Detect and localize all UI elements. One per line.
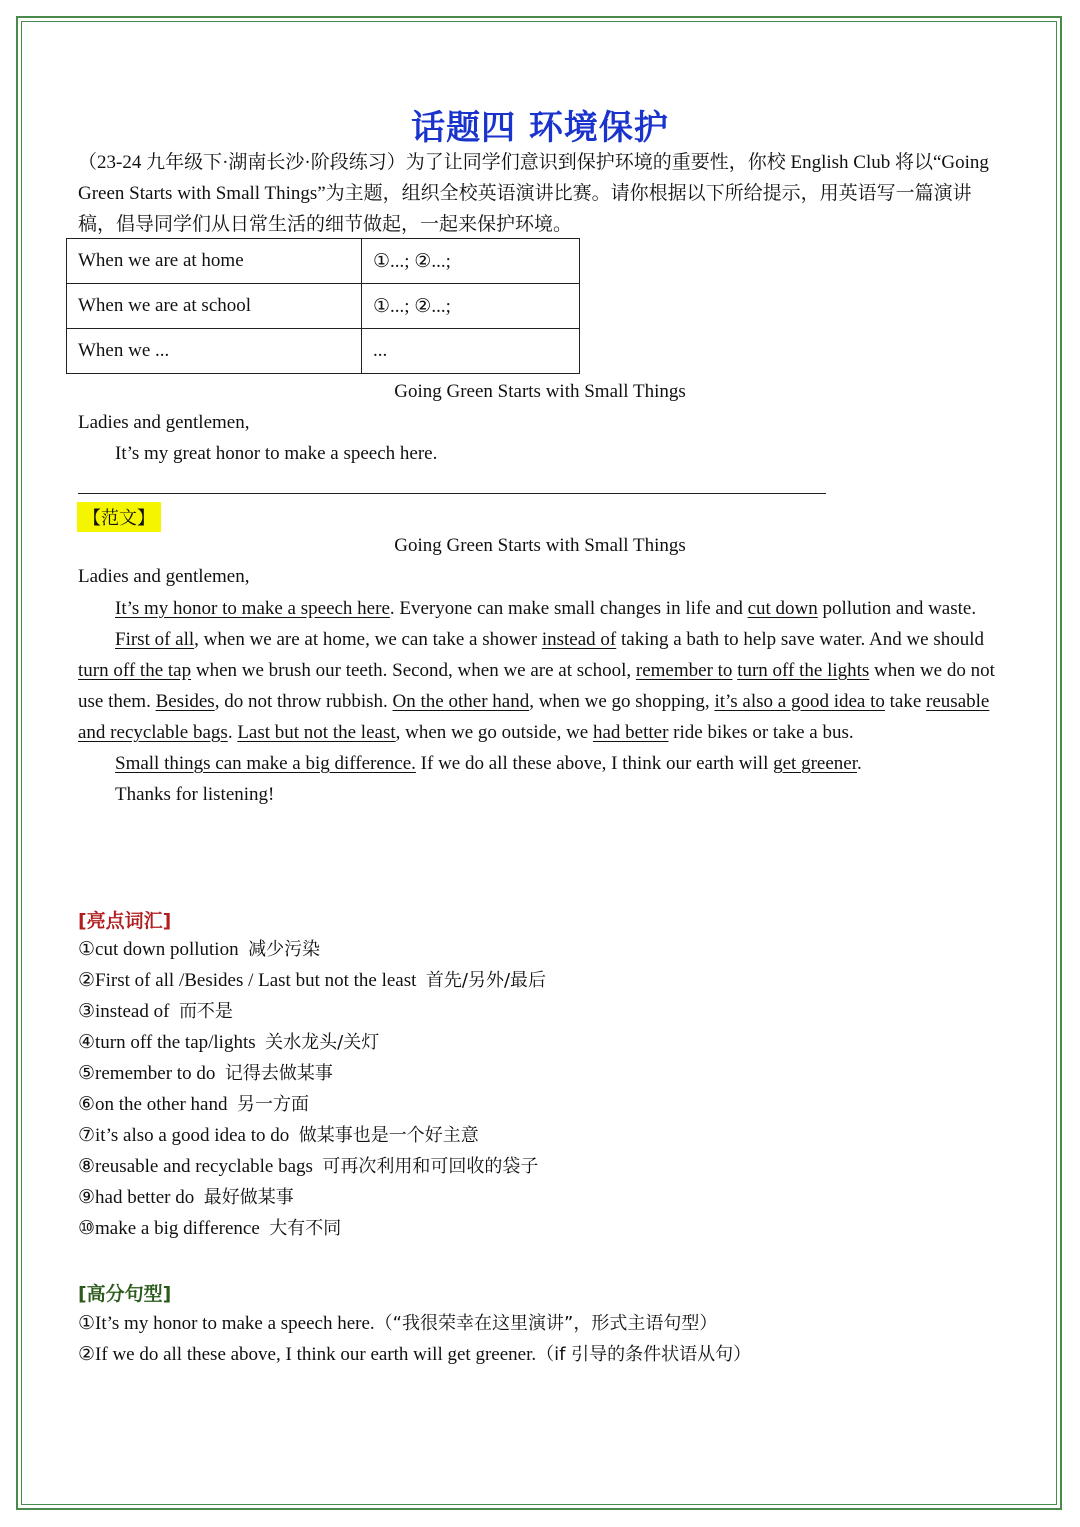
highlight-phrase: get greener (773, 753, 857, 774)
vocab-cn: 关水龙头/关灯 (265, 1032, 380, 1053)
highlight-phrase: remember to (635, 660, 733, 681)
vocab-en: ⑤remember to do (78, 1063, 216, 1084)
essay-text: . Everyone can make small changes in life and (389, 598, 748, 619)
vocab-cn: 做某事也是一个好主意 (298, 1125, 479, 1146)
highlight-phrase: Small things can make a big difference. (115, 753, 416, 774)
sentence-list (78, 1308, 751, 1370)
vocab-list (78, 934, 546, 1244)
sentence-en: ②If we do all these above, I think our earth will get greener. (78, 1344, 537, 1365)
model-essay (78, 593, 1008, 810)
vocab-en: ⑧reusable and recyclable bags (78, 1156, 313, 1177)
essay-text: take (884, 691, 927, 712)
highlight-phrase: cut down (747, 598, 818, 619)
answer-line (78, 493, 826, 494)
table-cell-points: ... (362, 329, 580, 374)
table-cell-situation: When we are at home (67, 239, 362, 284)
outline-table (66, 238, 580, 374)
vocab-en: ①cut down pollution (78, 939, 239, 960)
vocab-cn: 大有不同 (269, 1218, 342, 1239)
table-cell-points: ①...; ②...; (362, 284, 580, 329)
vocab-cn: 可再次利用和可回收的袋子 (322, 1156, 539, 1177)
sentence-cn: （if 引导的条件状语从句） (536, 1344, 752, 1365)
list-item (78, 996, 546, 1027)
model-greeting: Ladies and gentlemen, (78, 566, 250, 587)
vocab-cn: 减少污染 (248, 939, 321, 960)
essay-text: , when we go outside, we (395, 722, 593, 743)
vocab-cn: 另一方面 (236, 1094, 309, 1115)
vocab-en: ④turn off the tap/lights (78, 1032, 256, 1053)
vocab-cn: 首先/另外/最后 (425, 970, 547, 991)
vocab-en: ②First of all /Besides / Last but not the least (78, 970, 417, 991)
table-row (67, 284, 580, 329)
list-item (78, 1213, 546, 1244)
list-item (78, 1308, 751, 1339)
sentence-en: ①It’s my honor to make a speech here. (78, 1313, 375, 1334)
sentence-heading: [高分句型] (78, 1283, 172, 1305)
writing-prompt: （23-24 九年级下·湖南长沙·阶段练习）为了让同学们意识到保护环境的重要性，你校 English Club 将以“Going Green Starts with Small Things”为主题，组织全校英语演讲比赛。请你根据以下所给提示，用英语写一篇演讲稿，倡导同学们从日常生活的细节做起，一起来保护环境。 (78, 152, 989, 235)
sentence-cn: （“我很荣幸在这里演讲”，形式主语句型） (374, 1313, 718, 1334)
vocab-en: ⑨had better do (78, 1187, 195, 1208)
highlight-phrase: It’s my honor to make a speech here (115, 598, 390, 619)
list-item (78, 934, 546, 965)
page-title: 话题四 环境保护 (411, 108, 669, 148)
vocab-cn: 而不是 (178, 1001, 233, 1022)
essay-text: ride bikes or take a bus. (668, 722, 854, 743)
essay-paragraph-1 (78, 593, 1008, 624)
list-item (78, 1089, 546, 1120)
essay-text: , do not throw rubbish. (214, 691, 393, 712)
highlight-phrase: it’s also a good idea to (714, 691, 885, 712)
vocab-en: ③instead of (78, 1001, 170, 1022)
list-item (78, 1182, 546, 1213)
essay-closing: Thanks for listening! (115, 784, 275, 805)
essay-text: If we do all these above, I think our earth will (415, 753, 774, 774)
highlight-phrase: turn off the lights (737, 660, 870, 681)
vocab-heading: [亮点词汇] (78, 910, 172, 932)
essay-text: . (857, 753, 862, 774)
list-item (78, 965, 546, 996)
list-item (78, 1120, 546, 1151)
vocab-en: ⑩make a big difference (78, 1218, 260, 1239)
essay-text: taking a bath to help save water. And we should (616, 629, 985, 650)
list-item (78, 1027, 546, 1058)
vocab-en: ⑦it’s also a good idea to do (78, 1125, 290, 1146)
essay-text: pollution and waste. (817, 598, 977, 619)
highlight-phrase: Besides (155, 691, 215, 712)
highlight-phrase: had better (592, 722, 669, 743)
table-row (67, 239, 580, 284)
table-cell-situation: When we are at school (67, 284, 362, 329)
essay-text: when we brush our teeth. Second, when we are at school, (191, 660, 636, 681)
essay-paragraph-3 (78, 748, 1008, 779)
task-greeting: Ladies and gentlemen, (78, 412, 250, 433)
highlight-phrase: Last but not the least (237, 722, 396, 743)
essay-text: when we do not use them. (78, 660, 995, 712)
task-title: Going Green Starts with Small Things (394, 381, 686, 402)
table-cell-situation: When we ... (67, 329, 362, 374)
essay-text: , when we go shopping, (529, 691, 715, 712)
table-row (67, 329, 580, 374)
essay-text: . (227, 722, 238, 743)
highlight-phrase: First of all (115, 629, 195, 650)
essay-paragraph-2 (78, 624, 1008, 748)
task-opening: It’s my great honor to make a speech here. (115, 443, 438, 464)
vocab-en: ⑥on the other hand (78, 1094, 228, 1115)
essay-text: , when we are at home, we can take a shower (194, 629, 542, 650)
list-item (78, 1339, 751, 1370)
highlight-phrase: turn off the tap (78, 660, 192, 681)
list-item (78, 1058, 546, 1089)
table-cell-points: ①...; ②...; (362, 239, 580, 284)
vocab-cn: 记得去做某事 (224, 1063, 333, 1084)
model-essay-label: 【范文】 (77, 502, 161, 532)
list-item (78, 1151, 546, 1182)
highlight-phrase: reusable and recyclable bags (78, 691, 990, 743)
vocab-cn: 最好做某事 (203, 1187, 294, 1208)
model-title: Going Green Starts with Small Things (394, 535, 686, 556)
highlight-phrase: instead of (541, 629, 617, 650)
highlight-phrase: On the other hand (392, 691, 530, 712)
